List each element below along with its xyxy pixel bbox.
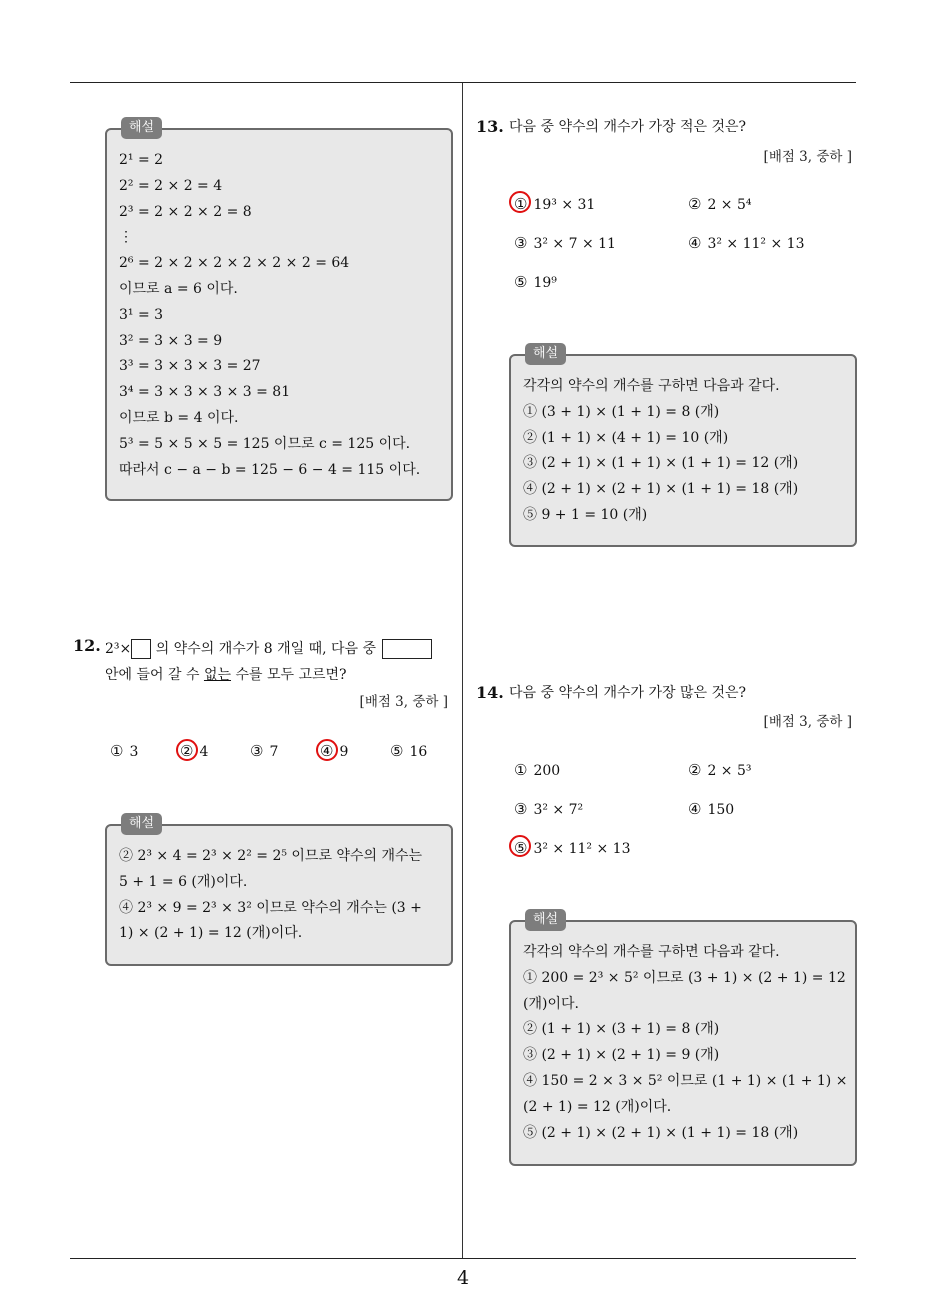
choice-text: 3² × 11² × 13 [707,236,805,252]
question-13-meta: [배점 3, 중하 ] [763,149,852,165]
page-number: 4 [456,1267,470,1289]
q13-choice-5[interactable] [514,273,557,291]
question-12-text-c: 안에 들어 갈 수 [105,667,204,683]
choice-text: 2 × 5³ [707,763,752,779]
solution-line: ② 2³ × 4 = 2³ × 2² = 2⁵ 이므로 약수의 개수는 [119,848,423,864]
choice-mark: ③ [514,800,528,818]
q13-choice-3[interactable] [514,234,616,252]
q14-choice-4[interactable] [688,800,734,818]
solution-line: ⑤ (2 + 1) × (2 + 1) × (1 + 1) = 18 (개) [523,1124,799,1141]
choice-text: 9 [339,744,349,760]
solution-tag: 해설 [525,343,566,365]
choice-mark: ① [514,195,528,213]
column-divider [462,83,463,1258]
question-12-meta: [배점 3, 중하 ] [359,694,448,710]
solution-line: 2¹ = 2 [119,152,164,168]
choice-mark: ② [688,195,702,213]
choice-text: 16 [409,744,428,760]
solution-line: ⋮ [119,229,133,246]
solution-box-11 [105,120,453,501]
solution-line: 2³ = 2 × 2 × 2 = 8 [119,203,252,220]
choice-text: 19³ × 31 [533,197,596,213]
choice-text: 2 × 5⁴ [707,197,752,213]
question-14-meta: [배점 3, 중하 ] [763,714,852,730]
question-12-text-a: 2³× [105,641,132,657]
choice-text: 3² × 11² × 13 [533,841,631,857]
choice-text: 7 [269,744,279,760]
solution-line: 5 + 1 = 6 (개)이다. [119,873,248,890]
solution-tag: 해설 [121,813,162,835]
question-12-text [105,636,432,688]
q12-choice-5[interactable] [390,742,427,760]
choice-text: 200 [533,763,561,779]
choice-mark: ④ [688,234,702,252]
solution-line: 각각의 약수의 개수를 구하면 다음과 같다. [523,378,780,394]
solution-line: (2 + 1) = 12 (개)이다. [523,1098,672,1115]
q14-choice-1[interactable] [514,761,560,779]
solution-line: 2⁶ = 2 × 2 × 2 × 2 × 2 × 2 = 64 [119,255,350,272]
choice-mark: ⑤ [514,273,528,291]
choice-text: 4 [199,744,209,760]
solution-line: 각각의 약수의 개수를 구하면 다음과 같다. [523,944,780,960]
choice-mark: ② [688,761,702,779]
solution-line: 2² = 2 × 2 = 4 [119,177,223,194]
solution-line: ② (1 + 1) × (3 + 1) = 8 (개) [523,1021,720,1038]
question-12-text-b: 의 약수의 개수가 8 개일 때, 다음 중 [151,641,377,657]
q13-choice-4[interactable] [688,234,804,252]
answer-circle-mark [316,739,338,761]
solution-line: ② (1 + 1) × (4 + 1) = 10 (개) [523,429,729,446]
choice-text: 3² × 7 × 11 [533,236,616,252]
bottom-rule [70,1258,856,1259]
solution-line: 1) × (2 + 1) = 12 (개)이다. [119,925,303,942]
choice-text: 3² × 7² [533,802,584,818]
solution-line: ① (3 + 1) × (1 + 1) = 8 (개) [523,403,720,420]
q14-choice-2[interactable] [688,761,752,779]
q12-choice-1[interactable] [110,742,138,760]
solution-line: 따라서 c − a − b = 125 − 6 − 4 = 115 이다. [119,461,421,478]
solution-line: 이므로 b = 4 이다. [119,409,239,426]
answer-circle-mark [509,835,531,857]
solution-box-12 [105,816,453,966]
solution-line: ③ (2 + 1) × (2 + 1) = 9 (개) [523,1047,720,1064]
question-number-12: 12. [73,636,101,655]
solution-line: ⑤ 9 + 1 = 10 (개) [523,506,648,523]
choice-mark: ③ [514,234,528,252]
choice-mark: ⑤ [390,742,404,760]
solution-line: 3¹ = 3 [119,306,164,323]
choice-mark: ② [180,742,194,760]
solution-line: ③ (2 + 1) × (1 + 1) × (1 + 1) = 12 (개) [523,455,799,472]
solution-line: 5³ = 5 × 5 × 5 = 125 이므로 c = 125 이다. [119,435,411,452]
solution-line: ④ 2³ × 9 = 2³ × 3² 이므로 약수의 개수는 (3 + [119,899,422,916]
solution-line: ① 200 = 2³ × 5² 이므로 (3 + 1) × (2 + 1) = 12 [523,969,846,986]
blank-box-wide [382,639,432,659]
solution-tag: 해설 [525,909,566,931]
q14-choice-5[interactable] [514,839,630,857]
q13-choice-2[interactable] [688,195,752,213]
solution-box-13 [509,346,857,547]
choice-mark: ④ [320,742,334,760]
question-number-13: 13. [476,117,504,136]
choice-text: 19⁹ [533,275,557,291]
q14-choice-3[interactable] [514,800,583,818]
question-number-14: 14. [476,683,504,702]
solution-line: 이므로 a = 6 이다. [119,280,238,297]
question-12-text-c-end: 수를 모두 고르면? [231,667,347,683]
answer-circle-mark [176,739,198,761]
choice-mark: ③ [250,742,264,760]
choice-mark: ⑤ [514,839,528,857]
solution-line: ④ (2 + 1) × (2 + 1) × (1 + 1) = 18 (개) [523,481,799,498]
solution-line: 3⁴ = 3 × 3 × 3 × 3 = 81 [119,384,291,401]
top-rule [70,82,856,83]
choice-mark: ④ [688,800,702,818]
q12-choice-3[interactable] [250,742,278,760]
choice-mark: ① [514,761,528,779]
question-12-underline: 없는 [203,667,232,683]
choice-text: 150 [707,802,735,818]
solution-line: (개)이다. [523,995,579,1012]
solution-tag: 해설 [121,117,162,139]
solution-line: 3² = 3 × 3 = 9 [119,332,223,349]
solution-box-14 [509,912,857,1166]
choice-text: 3 [129,744,139,760]
answer-circle-mark [509,191,531,213]
question-13-text: 다음 중 약수의 개수가 가장 적은 것은? [509,119,747,135]
solution-line: 3³ = 3 × 3 × 3 = 27 [119,358,261,375]
choice-mark: ① [110,742,124,760]
blank-box [131,639,151,659]
solution-line: ④ 150 = 2 × 3 × 5² 이므로 (1 + 1) × (1 + 1) × [523,1072,848,1089]
question-14-text: 다음 중 약수의 개수가 가장 많은 것은? [509,685,747,701]
